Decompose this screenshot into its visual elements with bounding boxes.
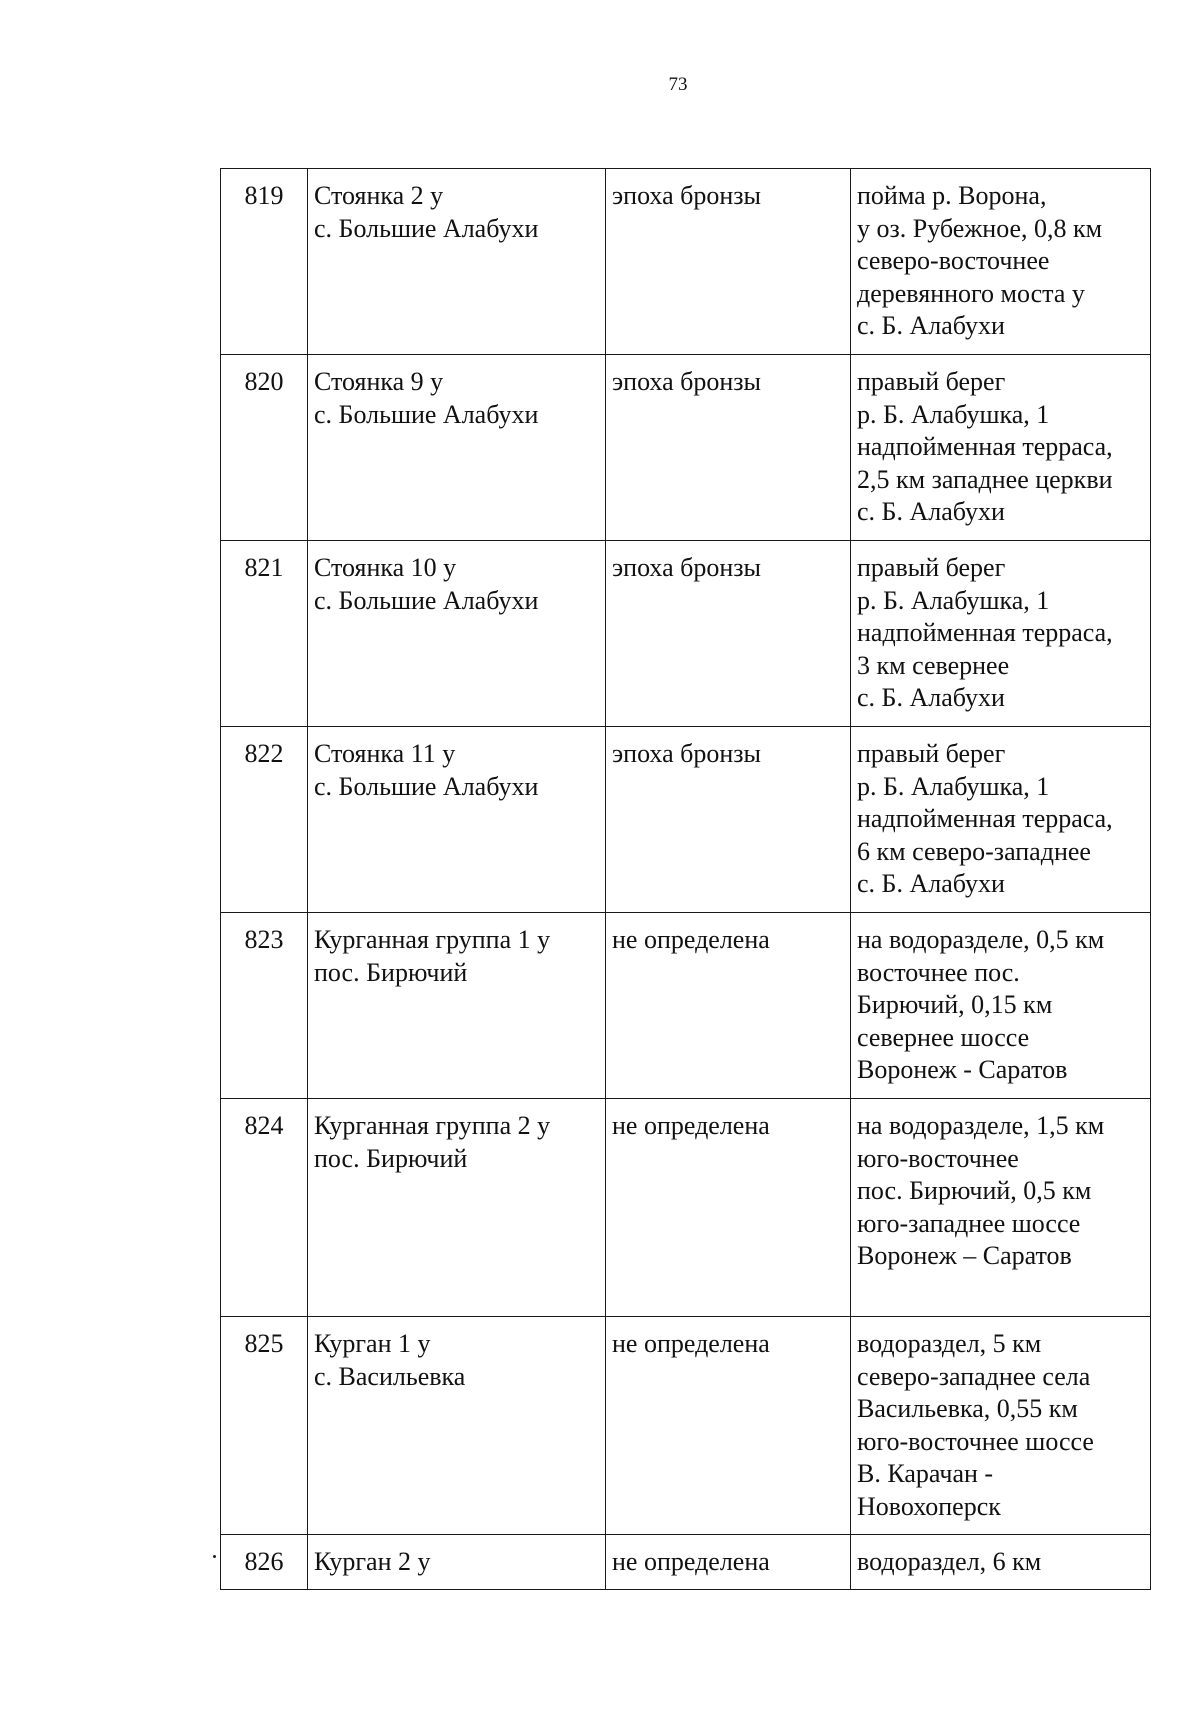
dating-period: не определена xyxy=(606,1317,851,1535)
monument-name: Курганная группа 1 у пос. Бирючий xyxy=(308,913,606,1099)
monument-name: Курган 1 у с. Васильевка xyxy=(308,1317,606,1535)
dating-period: не определена xyxy=(606,913,851,1099)
dating-period: эпоха бронзы xyxy=(606,541,851,727)
table-row xyxy=(221,355,1151,541)
dating-period: не определена xyxy=(606,1535,851,1590)
monument-name: Стоянка 9 у с. Большие Алабухи xyxy=(308,355,606,541)
dating-period: эпоха бронзы xyxy=(606,169,851,355)
table-row xyxy=(221,1317,1151,1535)
monument-name: Стоянка 11 у с. Большие Алабухи xyxy=(308,727,606,913)
table-row xyxy=(221,169,1151,355)
monument-name: Курганная группа 2 у пос. Бирючий xyxy=(308,1099,606,1317)
monument-name: Курган 2 у xyxy=(308,1535,606,1590)
location-description: водораздел, 6 км xyxy=(851,1535,1151,1590)
row-number: 822 xyxy=(221,727,308,913)
location-description: правый берег р. Б. Алабушка, 1 надпойменная терраса, 2,5 км западнее церкви с. Б. Алабухи xyxy=(851,355,1151,541)
row-number: 824 xyxy=(221,1099,308,1317)
location-description: правый берег р. Б. Алабушка, 1 надпойменная терраса, 6 км северо-западнее с. Б. Алабухи xyxy=(851,727,1151,913)
dating-period: не определена xyxy=(606,1099,851,1317)
page-number: 73 xyxy=(668,74,688,95)
table-row xyxy=(221,541,1151,727)
table-row xyxy=(221,1099,1151,1317)
monuments-table xyxy=(220,168,1151,1590)
location-description: на водоразделе, 1,5 км юго-восточнее пос. Бирючий, 0,5 км юго-западнее шоссе Воронеж – Саратов xyxy=(851,1099,1151,1317)
table-row xyxy=(221,727,1151,913)
monument-name: Стоянка 10 у с. Большие Алабухи xyxy=(308,541,606,727)
table-row xyxy=(221,1535,1151,1590)
location-description: водораздел, 5 км северо-западнее села Васильевка, 0,55 км юго-восточнее шоссе В. Карачан - Новохоперск xyxy=(851,1317,1151,1535)
row-number: 823 xyxy=(221,913,308,1099)
location-description: на водоразделе, 0,5 км восточнее пос. Бирючий, 0,15 км севернее шоссе Воронеж - Саратов xyxy=(851,913,1151,1099)
row-number: 819 xyxy=(221,169,308,355)
table-row xyxy=(221,913,1151,1099)
row-number: 825 xyxy=(221,1317,308,1535)
row-number: 820 xyxy=(221,355,308,541)
location-description: пойма р. Ворона, у оз. Рубежное, 0,8 км северо-восточнее деревянного моста у с. Б. Алабухи xyxy=(851,169,1151,355)
row-number: 821 xyxy=(221,541,308,727)
location-description: правый берег р. Б. Алабушка, 1 надпойменная терраса, 3 км севернее с. Б. Алабухи xyxy=(851,541,1151,727)
dating-period: эпоха бронзы xyxy=(606,355,851,541)
scan-speck xyxy=(213,1555,216,1558)
monument-name: Стоянка 2 у с. Большие Алабухи xyxy=(308,169,606,355)
row-number: 826 xyxy=(221,1535,308,1590)
dating-period: эпоха бронзы xyxy=(606,727,851,913)
